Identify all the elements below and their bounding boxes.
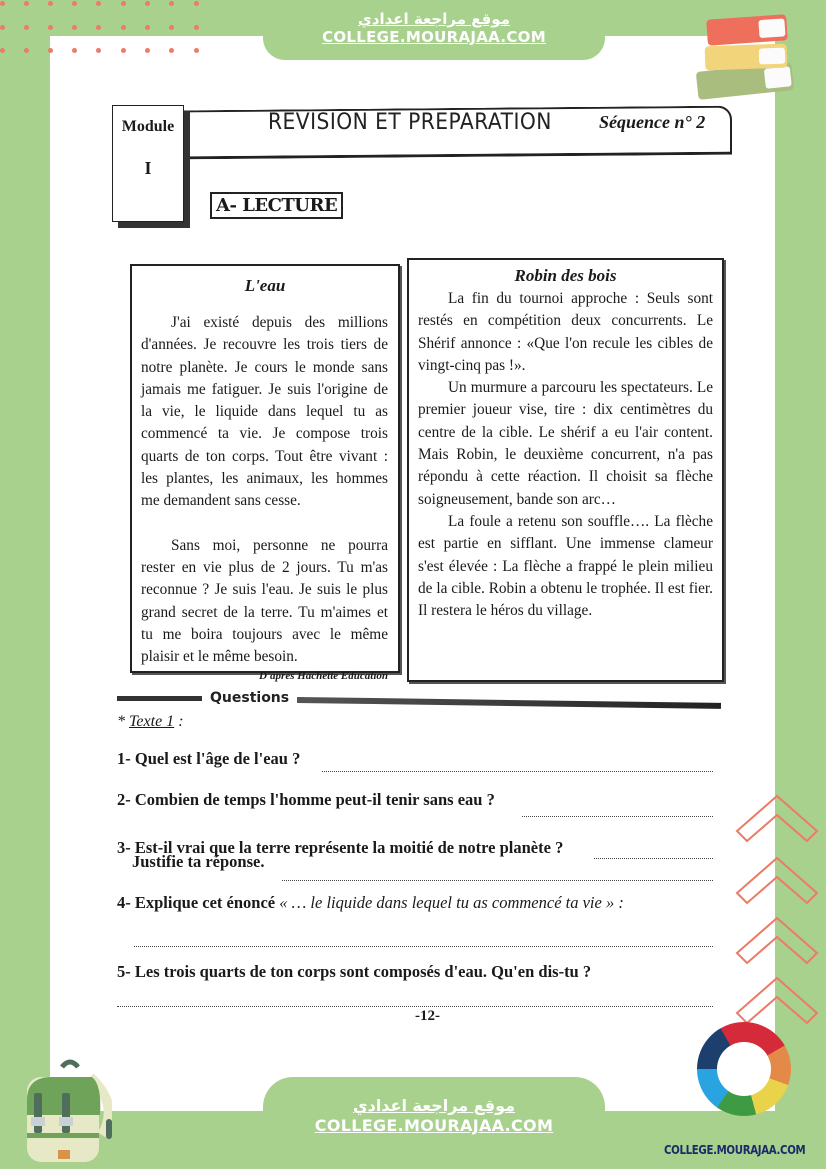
sequence-label: Séquence n° 2 <box>599 112 706 132</box>
module-number: I <box>144 158 152 178</box>
divider <box>297 697 721 709</box>
chevron-up-icon <box>734 855 820 915</box>
question-3: 3- Est-il vrai que la terre représente la moitié de notre planète ? <box>117 838 564 857</box>
text-paragraph: J'ai existé depuis des millions d'années. Je recouvre les trois tiers de notre planète. Je cours le monde sans jamais me fatiguer. Je suis l'origine de la vie, le liquide dans lequel tu as commencé ta vie. Je compose trois quarts de ton corps. Tout être vivant : les plantes, les animaux, les hommes me demandent sans cesse. <box>141 314 388 510</box>
site-logo-text[interactable]: COLLEGE.MOURAJAA.COM <box>664 1143 806 1157</box>
divider <box>117 696 202 701</box>
site-url[interactable]: COLLEGE.MOURAJAA.COM <box>314 1116 554 1135</box>
reading-text-2 <box>407 258 724 682</box>
text-source: D'après Hachette Education <box>259 670 388 683</box>
site-banner-top[interactable] <box>263 0 605 60</box>
site-arabic-name: موقع مراجعة اعدادي <box>352 1096 516 1115</box>
questions-heading: Questions <box>210 690 290 706</box>
answer-line-2[interactable] <box>522 815 713 817</box>
question-group-label: * Texte 1 : <box>117 713 184 730</box>
question-1: 1- Quel est l'âge de l'eau ? <box>117 749 301 768</box>
answer-line-5[interactable] <box>117 1005 713 1007</box>
text-paragraph: Sans moi, personne ne pourra rester en vie plus de 2 jours. Tu m'as reconnue ? Je suis l'eau. Je suis le plus grand secret de la terre. Tu m'aimes et tu me boira toujours avec le même plaisir et le même besoin. <box>141 536 388 666</box>
module-box <box>112 105 184 222</box>
question-5: 5- Les trois quarts de ton corps sont composés d'eau. Qu'en dis-tu ? <box>117 962 592 981</box>
site-url[interactable]: COLLEGE.MOURAJAA.COM <box>322 28 546 46</box>
reading-text-1 <box>130 264 400 683</box>
answer-line-4[interactable] <box>134 945 713 947</box>
question-4: 4- Explique cet énoncé « … le liquide dans lequel tu as commencé ta vie » : <box>117 893 624 912</box>
text-paragraph: La foule a retenu son souffle…. La flèche est partie en sifflant. Une immense clameur s'est élevée : La flèche a frappé le plein milieu de la cible. Robin a obtenu le trophée. Il est fier. Il restera le héros du village. <box>418 512 713 620</box>
question-2: 2- Combien de temps l'homme peut-il tenir sans eau ? <box>117 790 495 809</box>
chevron-up-icon <box>734 915 820 975</box>
page-number: -12- <box>415 1008 440 1024</box>
answer-line-1[interactable] <box>322 770 713 772</box>
site-arabic-name: موقع مراجعة اعدادي <box>358 10 510 28</box>
questions-header <box>117 690 721 710</box>
text-title: Robin des bois <box>514 266 617 285</box>
page-title: REVISION ET PREPARATION <box>268 110 552 135</box>
module-label: Module <box>121 118 175 135</box>
text-paragraph: Un murmure a parcouru les spectateurs. Le premier joueur vise, tire : dix centimètres du centre de la cible. Le shérif a eu l'air content. Mais Robin, le deuxième concurrent, n'a pas répondu à cette réaction. Il choisit sa flèche soigneusement, bande son arc… <box>418 379 713 508</box>
site-banner-bottom[interactable] <box>263 1077 605 1169</box>
section-heading: A- LECTURE <box>210 192 343 219</box>
chevron-up-icon <box>734 793 820 853</box>
text-title: L'eau <box>244 276 286 295</box>
books-icon <box>693 12 803 94</box>
answer-line-3b[interactable] <box>282 879 713 881</box>
backpack-icon <box>12 1055 112 1165</box>
text-paragraph: La fin du tournoi approche : Seuls sont restés en compétition deux concurrents. Le Shérif annonce : «Que l'on recule les cibles de vingt-cinq pas !». <box>418 290 713 374</box>
site-logo-wheel[interactable] <box>697 1022 791 1116</box>
question-3-justify: Justifie ta réponse. <box>132 852 265 871</box>
answer-line-3a[interactable] <box>594 857 713 859</box>
